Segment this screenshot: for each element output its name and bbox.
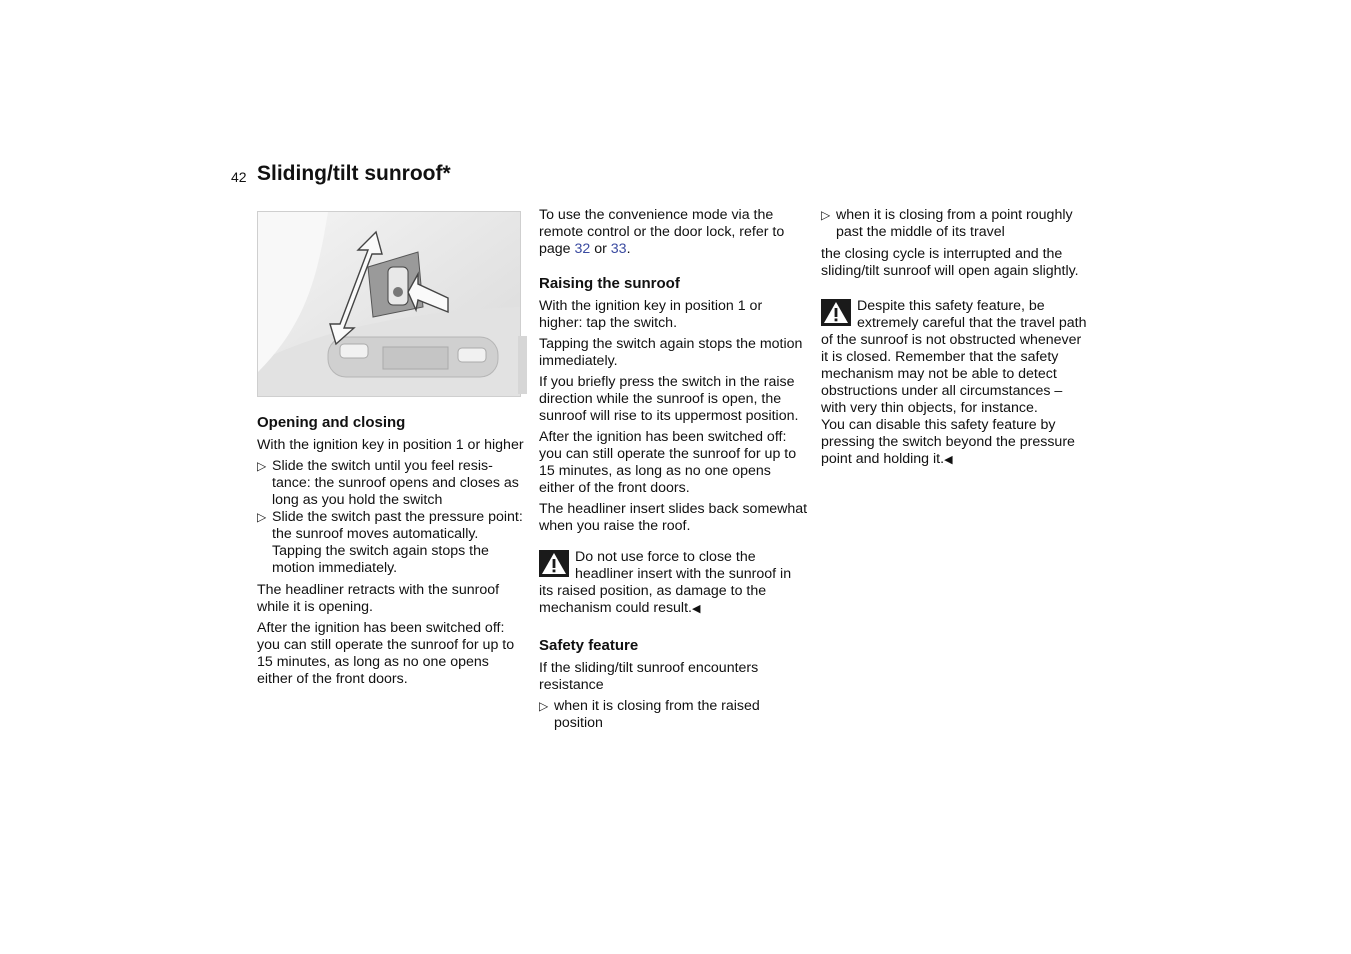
col1-para-1: The headliner retracts with the sunroof while it is opening. xyxy=(257,582,500,615)
sunroof-switch-illustration xyxy=(257,211,521,397)
col3-para-2: You can disable this safety feature by pressing the switch beyond the pressure point and holding it. xyxy=(821,417,1075,467)
warning-text: Despite this safety feature, be extremely careful that the travel path of the sunroof is not obstructed whenever it is closed. Remember that the safety mechanism may not be able to detect obstructions under all circumstances – with very thin objects, for instance. xyxy=(821,298,1087,416)
col2-bullet-1: when it is closing from the raised position xyxy=(554,698,760,731)
page-number: 42 xyxy=(231,169,247,185)
col3-bullet-1: when it is closing from a point roughly past the middle of its travel xyxy=(836,207,1073,240)
warning-text: Do not use force to close the headliner insert with the sunroof in its raised position, as damage to the mechanism could result. xyxy=(539,549,792,616)
end-mark-icon: ◀ xyxy=(691,603,701,615)
col2-para-5: The headliner insert slides back somewhat when you raise the roof. xyxy=(539,501,808,534)
column-3 xyxy=(821,207,1091,469)
col1-para-2: After the ignition has been switched off: you can still operate the sunroof for up to 15 minutes, as long as no one opens either of the front doors. xyxy=(257,620,515,687)
period-text: . xyxy=(626,241,631,257)
col3-para-1: the closing cycle is interrupted and the sliding/tilt sunroof will open again slightly. xyxy=(821,246,1079,279)
col1-bullet-2-continuation: Tapping the switch again stops the motion immediately. xyxy=(272,543,489,576)
col1-bullet-2: Slide the switch past the pressure point: the sunroof moves automatically. xyxy=(272,509,523,542)
page-title: Sliding/tilt sunroof* xyxy=(257,162,451,185)
page-link-32[interactable]: 32 xyxy=(574,241,591,257)
col2-para-2: Tapping the switch again stops the motion immediately. xyxy=(539,336,803,369)
list-item xyxy=(821,207,1091,241)
bullet-icon: ▷ xyxy=(539,699,549,713)
column-2 xyxy=(539,207,809,732)
warning-note xyxy=(539,549,809,618)
col2-para-3: If you briefly press the switch in the raise direction while the sunroof is open, the sunroof will rise to its uppermost position. xyxy=(539,374,799,424)
page-link-33[interactable]: 33 xyxy=(610,241,627,257)
bullet-icon: ▷ xyxy=(257,459,267,473)
figure-code-strip xyxy=(518,336,527,394)
heading-safety-feature: Safety feature xyxy=(539,637,639,654)
col2-para-4: After the ignition has been switched off: you can still operate the sunroof for up to 15 minutes, as long as no one opens either of the front doors. xyxy=(539,429,797,496)
heading-opening-closing: Opening and closing xyxy=(257,414,406,431)
sunroof-switch-drawing xyxy=(258,212,520,396)
list-item xyxy=(257,458,525,509)
convenience-mode-paragraph xyxy=(539,207,809,258)
warning-icon xyxy=(539,550,569,577)
column-1 xyxy=(257,413,525,692)
bullet-icon: ▷ xyxy=(821,208,831,222)
heading-raising-sunroof: Raising the sunroof xyxy=(539,275,680,292)
warning-icon xyxy=(821,299,851,326)
list-item xyxy=(539,698,809,732)
list-item xyxy=(257,509,525,577)
col1-bullet-1: Slide the switch until you feel resistance: the sunroof opens and closes as long as you hold the switch xyxy=(272,458,519,508)
warning-note xyxy=(821,298,1091,469)
convenience-text: To use the convenience mode via the remote control or the door lock, refer to page xyxy=(539,207,785,257)
bullet-icon: ▷ xyxy=(257,510,267,524)
col2-para-1: With the ignition key in position 1 or higher: tap the switch. xyxy=(539,298,763,331)
end-mark-icon: ◀ xyxy=(944,454,953,466)
col1-intro: With the ignition key in position 1 or higher xyxy=(257,437,524,453)
col2-para-6: If the sliding/tilt sunroof encounters resistance xyxy=(539,660,759,693)
or-text: or xyxy=(590,241,611,257)
